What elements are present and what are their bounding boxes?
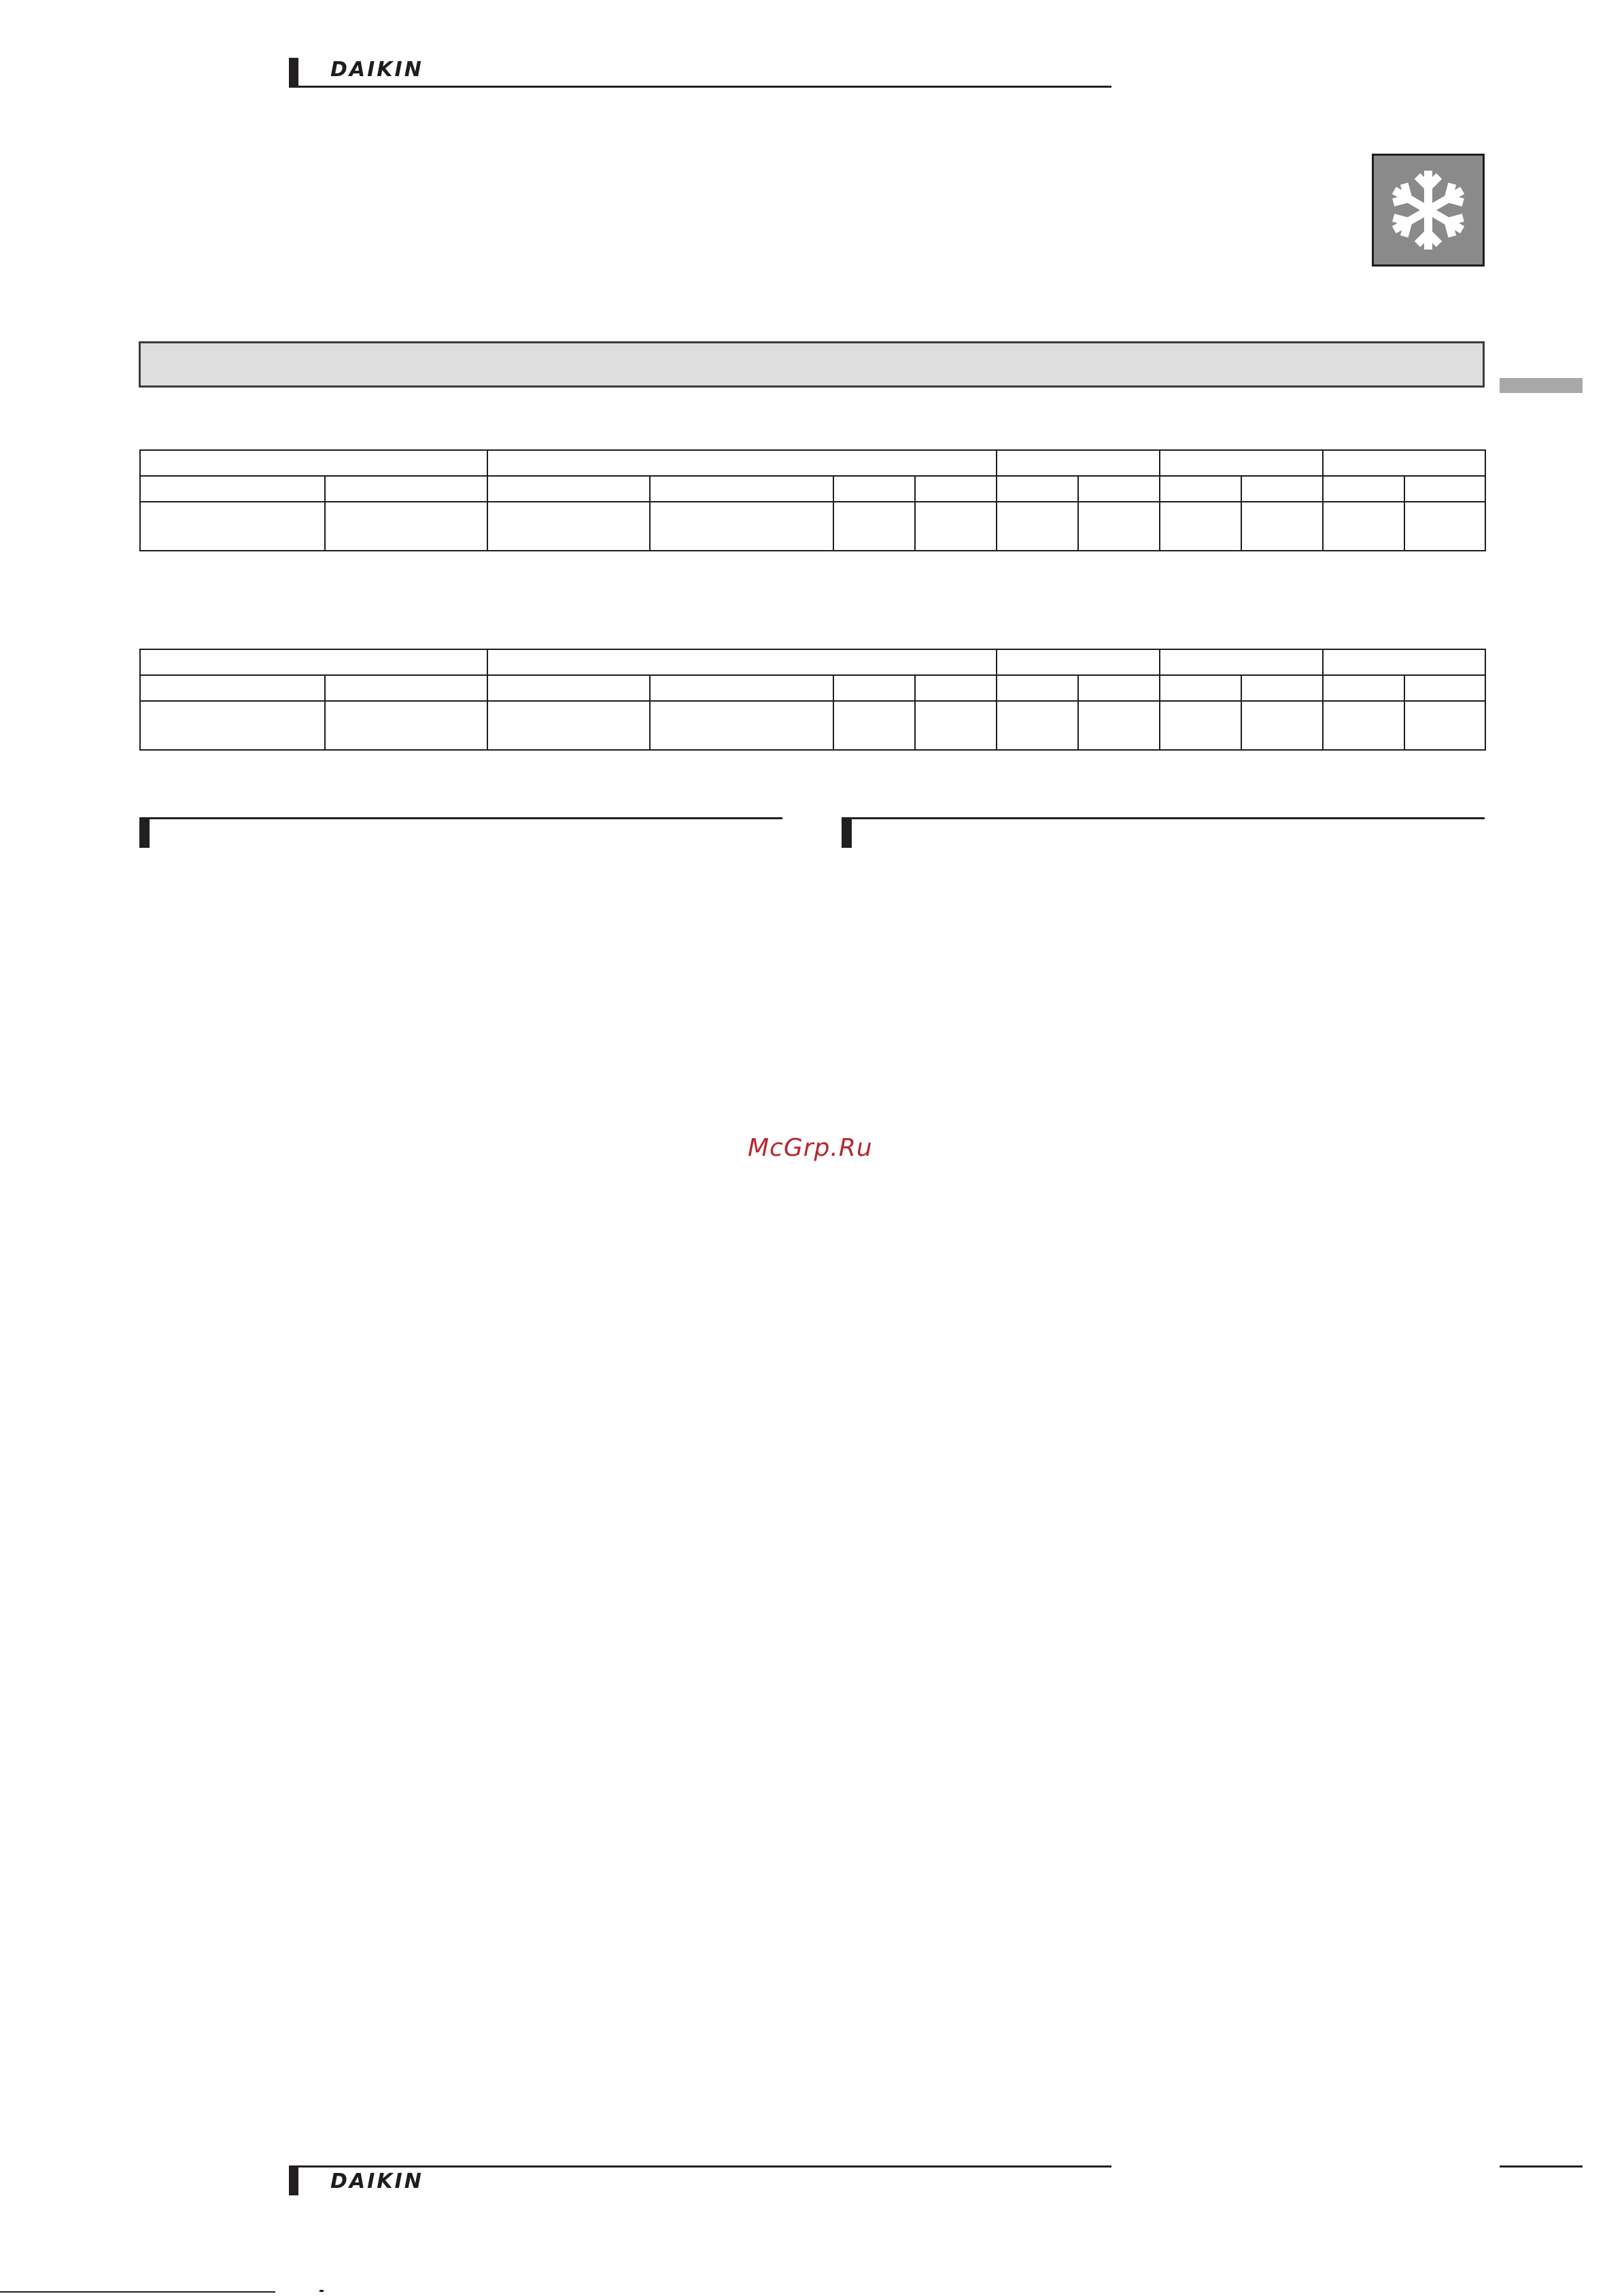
side-section-tab xyxy=(1500,378,1583,393)
table-cell xyxy=(915,502,997,551)
table-cell xyxy=(997,649,1160,675)
table-cell xyxy=(1241,701,1323,750)
table-cell xyxy=(1078,502,1160,551)
table-cell xyxy=(487,649,997,675)
table-cell xyxy=(140,675,325,701)
section-title-band xyxy=(139,341,1485,388)
right-section-mark xyxy=(842,817,852,848)
crop-mark xyxy=(319,2290,324,2292)
table-cell xyxy=(833,701,915,750)
header-rule xyxy=(298,86,1111,88)
table-cell xyxy=(997,675,1078,701)
table-cell xyxy=(140,649,487,675)
table-cell xyxy=(140,701,325,750)
page-number-rule xyxy=(1500,2165,1583,2168)
table-row xyxy=(140,502,1485,551)
table-cell xyxy=(1323,502,1404,551)
table-cell xyxy=(487,450,997,476)
table-cell xyxy=(1241,502,1323,551)
table-cell xyxy=(140,476,325,502)
table-cell xyxy=(915,675,997,701)
table-cell xyxy=(1404,476,1485,502)
table-cell xyxy=(650,502,833,551)
table-cell xyxy=(997,701,1078,750)
table-cell xyxy=(140,502,325,551)
table-cell xyxy=(140,450,487,476)
table-cell xyxy=(1078,675,1160,701)
table-cell xyxy=(1404,675,1485,701)
table-cell xyxy=(487,502,650,551)
table-cell xyxy=(1160,502,1241,551)
left-section-mark xyxy=(139,817,150,848)
table-subheader-row xyxy=(140,675,1485,701)
table-cell xyxy=(487,476,650,502)
snowflake-icon xyxy=(1381,162,1476,258)
table-header-row xyxy=(140,649,1485,675)
table-cell xyxy=(833,502,915,551)
table-cell xyxy=(325,476,487,502)
table-cell xyxy=(833,476,915,502)
footer-daikin-logo: DAIKIN xyxy=(330,2170,424,2193)
right-section-rule xyxy=(842,817,1485,819)
header-brand-mark xyxy=(289,58,298,88)
table-cell xyxy=(1323,701,1404,750)
table-cell xyxy=(325,701,487,750)
table-subheader-row xyxy=(140,476,1485,502)
table-header-row xyxy=(140,450,1485,476)
spec-table-2 xyxy=(139,649,1486,751)
table-cell xyxy=(1160,450,1323,476)
footer-rule xyxy=(298,2165,1111,2168)
table-cell xyxy=(1160,701,1241,750)
table-cell xyxy=(1160,675,1241,701)
table-cell xyxy=(997,450,1160,476)
table-cell xyxy=(997,502,1078,551)
table-cell xyxy=(915,476,997,502)
table-cell xyxy=(325,502,487,551)
table-cell xyxy=(1323,649,1485,675)
table-cell xyxy=(650,701,833,750)
table-cell xyxy=(650,675,833,701)
table-cell xyxy=(915,701,997,750)
table-cell xyxy=(1323,675,1404,701)
table-cell xyxy=(325,675,487,701)
table-cell xyxy=(1078,701,1160,750)
table-cell xyxy=(1160,649,1323,675)
table-cell xyxy=(1323,476,1404,502)
header-daikin-logo: DAIKIN xyxy=(330,58,424,82)
table-cell xyxy=(1323,450,1485,476)
watermark-text: McGrp.Ru xyxy=(748,1134,873,1162)
table-row xyxy=(140,701,1485,750)
table-cell xyxy=(1241,476,1323,502)
crop-mark xyxy=(0,2291,275,2293)
table-cell xyxy=(487,675,650,701)
table-cell xyxy=(1241,675,1323,701)
table-cell xyxy=(1160,476,1241,502)
spec-table-1 xyxy=(139,449,1486,551)
footer-brand-mark xyxy=(289,2165,298,2195)
table-cell xyxy=(1404,502,1485,551)
table-cell xyxy=(487,701,650,750)
table-cell xyxy=(997,476,1078,502)
table-cell xyxy=(650,476,833,502)
snowflake-badge xyxy=(1372,154,1485,267)
table-cell xyxy=(833,675,915,701)
left-section-rule xyxy=(139,817,782,819)
table-cell xyxy=(1404,701,1485,750)
table-cell xyxy=(1078,476,1160,502)
